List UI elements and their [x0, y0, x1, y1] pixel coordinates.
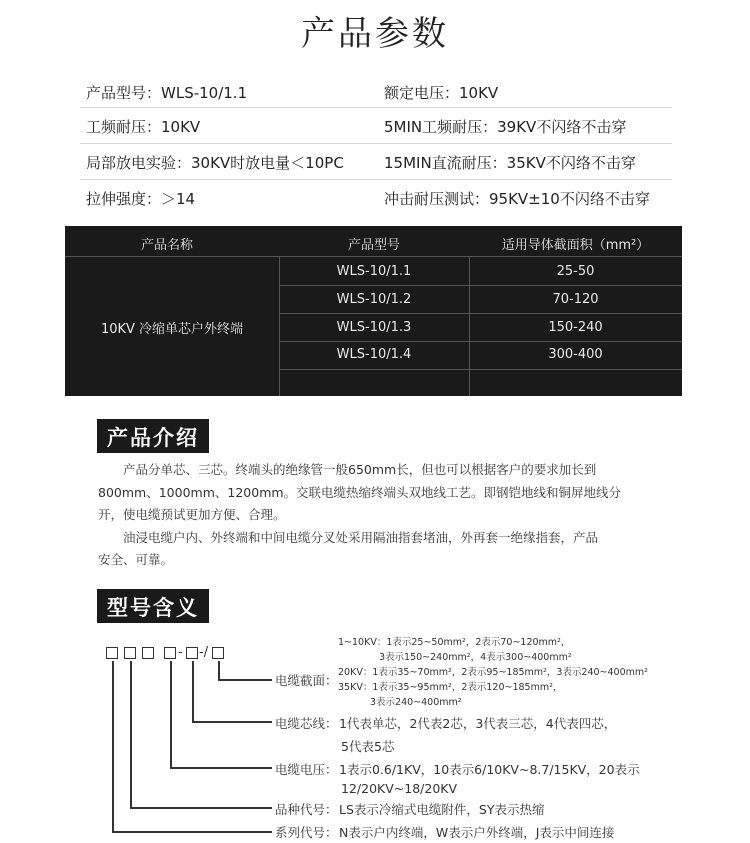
leader-line: [112, 831, 272, 833]
series-code-desc: N表示户内终端，W表示户外终端，J表示中间连接: [339, 825, 615, 840]
code-separator: -: [178, 645, 183, 660]
code-box: [142, 647, 154, 659]
product-code-label: 品种代号：: [275, 802, 338, 817]
model-cell: WLS-10/1.2: [336, 292, 412, 307]
header-model: 产品型号: [347, 238, 400, 253]
leader-line: [170, 661, 172, 768]
param-left: 工频耐压：10KV: [86, 118, 201, 136]
voltage-desc: 12/20KV~18/20KV: [341, 781, 458, 796]
code-box: [106, 647, 118, 659]
core-desc: 1代表单芯，2代表2芯，3代表三芯，4代表四芯，: [339, 716, 617, 731]
header-product-name: 产品名称: [140, 238, 193, 253]
leader-line: [170, 767, 272, 769]
section-note: 20KV：1表示35~70mm²，2表示95~185mm²，3表示240~400mm²: [338, 667, 648, 678]
section-note: 3表示240~400mm²: [370, 697, 462, 708]
core-desc: 5代表5芯: [341, 739, 395, 754]
intro-line: 安全、可靠。: [98, 552, 174, 567]
intro-line: 800mm、1000mm、1200mm。交联电缆热缩终端头双地线工艺。即钢铠地线和铜屏地线分: [98, 484, 622, 500]
model-meaning-heading: 型号含义: [97, 589, 209, 623]
leader-line: [192, 661, 194, 722]
intro-line: 产品分单芯、三芯。终端头的绝缘管一般650mm长，但也可以根据客户的要求加长到: [123, 462, 597, 477]
code-box: [212, 647, 224, 659]
code-separator: -/: [199, 645, 209, 660]
section-cell: 300-400: [548, 347, 603, 362]
section-cell: 150-240: [548, 320, 603, 335]
leader-line: [218, 679, 272, 681]
leader-line: [218, 661, 220, 680]
param-left: 产品型号：WLS-10/1.1: [86, 84, 248, 102]
voltage-label: 电缆电压：: [275, 762, 338, 777]
section-cell: 25-50: [556, 264, 595, 279]
leader-line: [112, 661, 114, 832]
param-right: 15MIN直流耐压：35KV不闪络不击穿: [384, 154, 636, 172]
param-right: 冲击耐压测试：95KV±10不闪络不击穿: [384, 190, 650, 208]
leader-line: [130, 661, 132, 808]
leader-line: [192, 721, 272, 723]
section-note: 3表示150~240mm²，4表示300~400mm²: [379, 652, 572, 663]
section-note: 35KV：1表示35~95mm²，2表示120~185mm²，: [338, 682, 563, 693]
intro-line: 油浸电缆户内、外终端和中间电缆分叉处采用隔油指套堵油，外再套一绝缘指套，产品: [123, 529, 599, 545]
product-name-cell: 10KV 冷缩单芯户外终端: [100, 322, 244, 337]
voltage-desc: 1表示0.6/1KV，10表示6/10KV~8.7/15KV，20表示: [339, 762, 640, 777]
model-cell: WLS-10/1.3: [336, 320, 412, 335]
product-code-desc: LS表示冷缩式电缆附件，SY表示热缩: [339, 802, 545, 817]
code-box: [124, 647, 136, 659]
leader-line: [130, 807, 272, 809]
section-label: 电缆截面：: [275, 673, 338, 688]
model-cell: WLS-10/1.1: [336, 264, 412, 279]
series-code-label: 系列代号：: [275, 825, 338, 840]
param-left: 局部放电实验：30KV时放电量＜10PC: [86, 154, 344, 172]
param-right: 5MIN工频耐压：39KV不闪络不击穿: [384, 118, 627, 136]
param-right: 额定电压：10KV: [384, 84, 499, 102]
model-cell: WLS-10/1.4: [336, 347, 412, 362]
intro-heading: 产品介绍: [97, 419, 209, 453]
section-note: 1~10KV：1表示25~50mm²，2表示70~120mm²，: [338, 637, 571, 648]
header-section: 适用导体截面积（mm²）: [501, 238, 650, 253]
code-box: [186, 647, 198, 659]
intro-line: 开，使电缆预试更加方便、合理。: [98, 507, 286, 522]
page-title: 产品参数: [301, 14, 449, 54]
param-left: 拉伸强度：＞14: [86, 190, 196, 208]
section-cell: 70-120: [552, 292, 599, 307]
code-box: [164, 647, 176, 659]
core-label: 电缆芯线：: [275, 716, 338, 731]
